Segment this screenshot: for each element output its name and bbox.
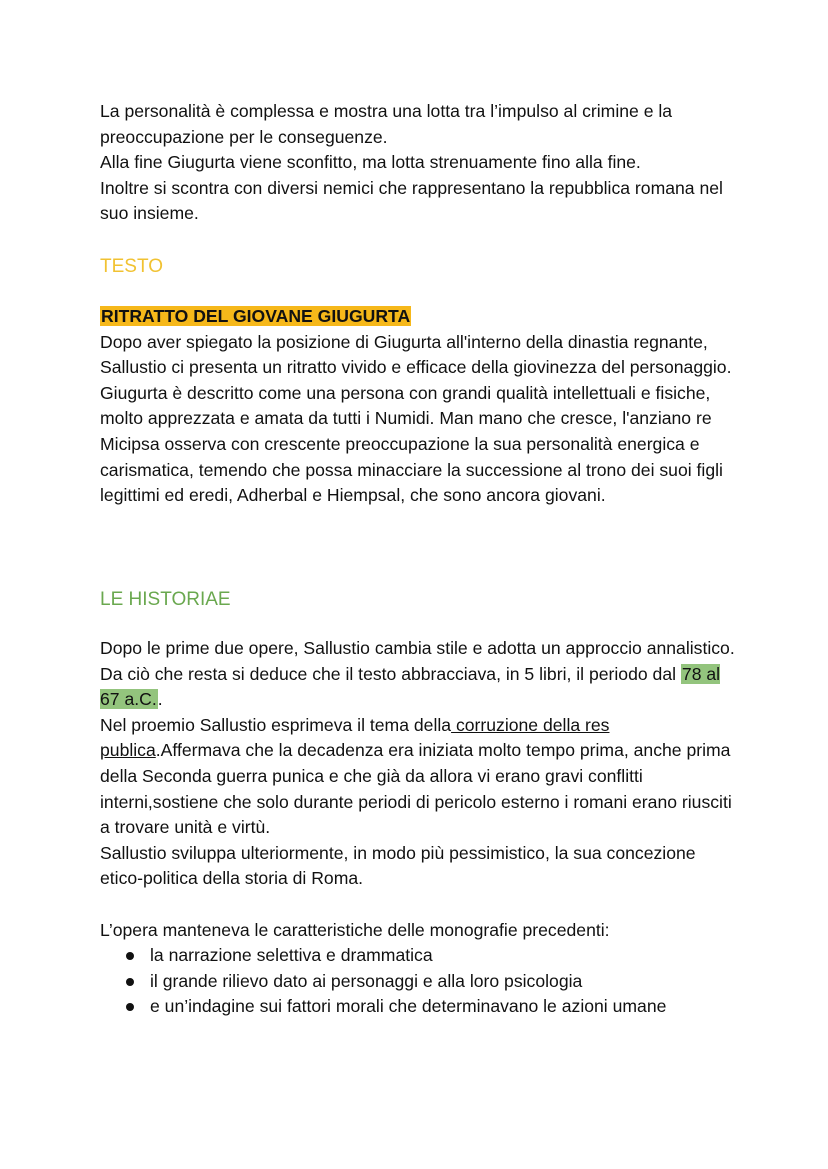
list-item: il grande rilievo dato ai personaggi e alla loro psicologia [100,969,740,995]
heading-testo: TESTO [100,256,163,277]
historiae-paragraph-4: Sallustio sviluppa ulteriormente, in modo più pessimistico, la sua concezione etico-politica della storia di Roma. [100,842,696,889]
historiae-paragraph-3: Nel proemio Sallustio esprimeva il tema della corruzione della res publica.Affermava che la decadenza era iniziata molto tempo prima, anche prima della Seconda guerra punica e che già da allora vi erano gravi conflitti interni,sostiene che solo durante periodi di pericolo esterno i romani erano riusciti a trovare unità e virtù. [100,714,732,838]
testo-title: RITRATTO DEL GIOVANE GIUGURTA [101,306,411,326]
historiae-paragraph-1: Dopo le prime due opere, Sallustio cambia stile e adotta un approccio annalistico. [100,638,735,658]
historiae-paragraph-2: Da ciò che resta si deduce che il testo abbracciava, in 5 libri, il periodo dal 78 al 67 a.C.. [100,663,721,710]
testo-body: Dopo aver spiegato la posizione di Giugurta all'interno della dinastia regnante, Sallustio ci presenta un ritratto vivido e efficace della giovinezza del personaggio. Giugurta è descritto come una persona con grandi qualità intellettuali e fisiche, molto apprezzata e amata da tutti i Numidi. Man mano che cresce, l'anziano re Micipsa osserva con crescente preoccupazione la sua personalità energica e carismatica, temendo che possa minacciare la successione al trono dei suoi figli legittimi ed eredi, Adherbal e Hiempsal, che sono ancora giovani. [100,331,732,506]
heading-historiae: LE HISTORIAE [100,589,231,610]
date-highlight: 78 al 67 a.C. [100,663,721,710]
list-item: e un’indagine sui fattori morali che determinavano le azioni umane [100,994,740,1020]
characteristics-list [100,943,740,1020]
intro-paragraph-2: Alla fine Giugurta viene sconfitto, ma lotta strenuamente fino alla fine. [100,152,641,173]
intro-section [100,99,740,227]
historiae-paragraph-5: L’opera manteneva le caratteristiche delle monografie precedenti: [100,919,610,940]
list-item: la narrazione selettiva e drammatica [100,943,740,969]
bullet-icon [126,1003,134,1011]
intro-paragraph-3: Inoltre si scontra con diversi nemici che rappresentano la repubblica romana nel suo insieme. [100,177,723,224]
underlined-phrase: corruzione della res publica [100,714,610,761]
intro-paragraph-1: La personalità è complessa e mostra una lotta tra l’impulso al crimine e la preoccupazione per le conseguenze. [100,101,673,147]
testo-section [100,304,740,509]
bullet-icon [126,952,134,960]
bullet-icon [126,978,134,986]
historiae-section [100,636,740,1020]
